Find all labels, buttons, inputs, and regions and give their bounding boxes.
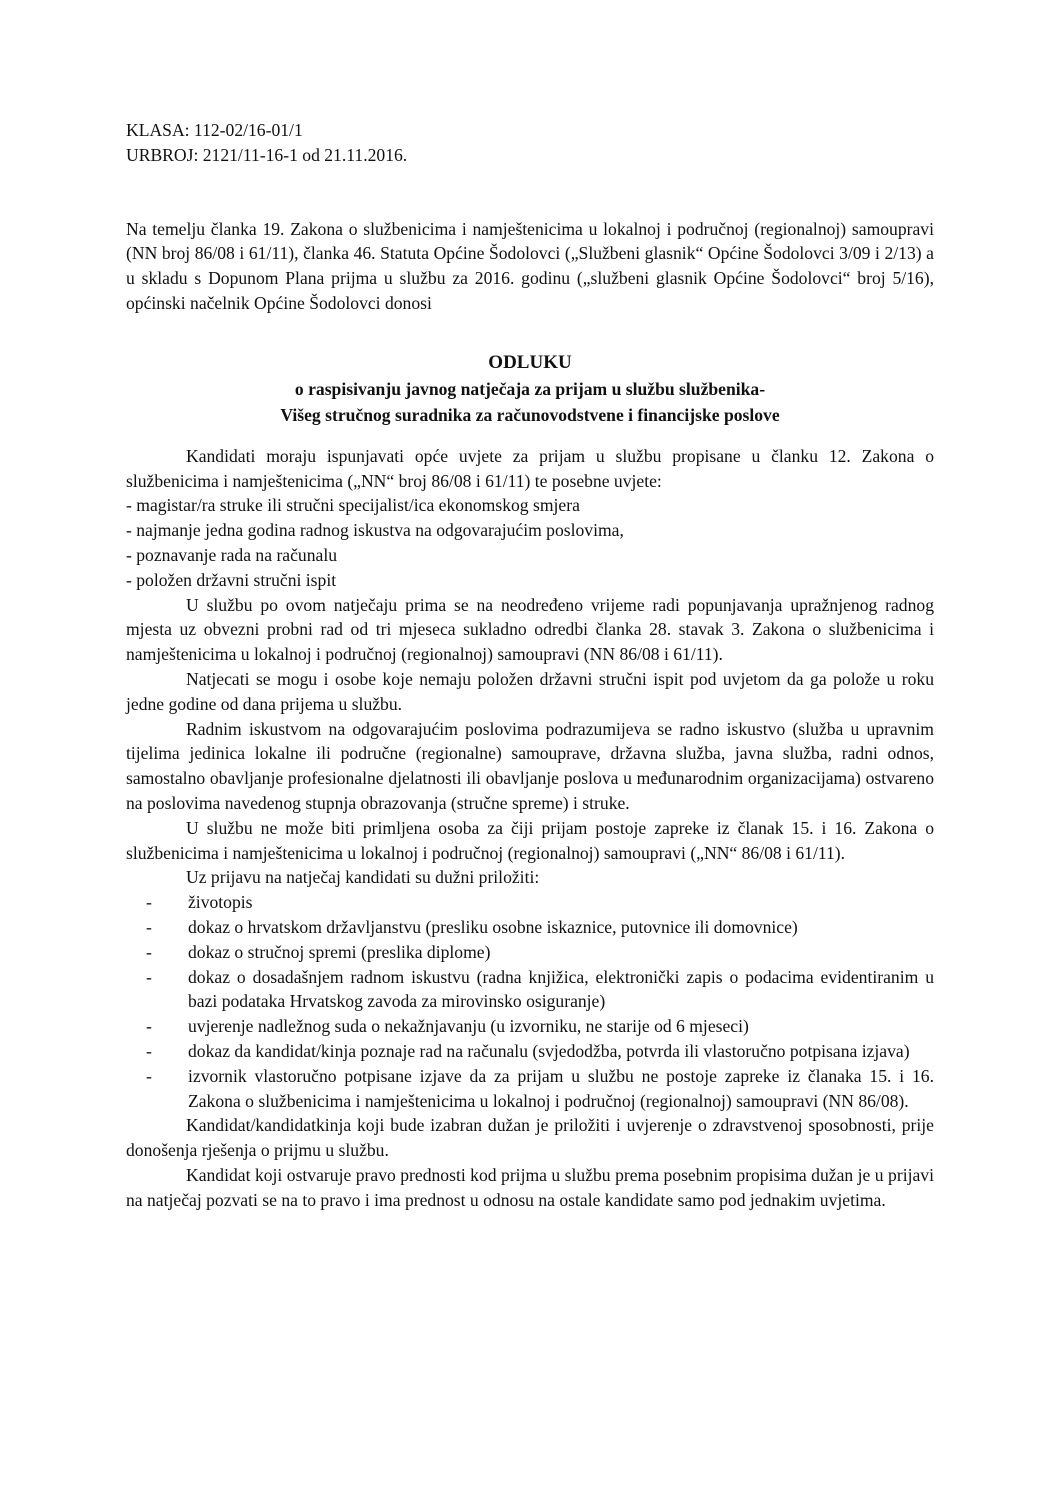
document-item-text: izvornik vlastoručno potpisane izjave da za prijam u službu ne postoje zapreke iz članaka 15. i 16. Zakona o službenicima i namještenicima u lokalnoj i područnoj (regionalnoj) samoupravi (NN 86/08). (188, 1065, 934, 1111)
document-item-text: dokaz da kandidat/kinja poznaje rad na računalu (svjedodžba, potvrda ili vlastoručno potpisana izjava) (188, 1040, 910, 1061)
health-certificate-paragraph: Kandidat/kandidatkinja koji bude izabran dužan je priložiti i uvjerenje o zdravstvenoj sposobnosti, prije donošenja rješenja o prijmu u službu. (126, 1115, 934, 1161)
condition-item: - položen državni stručni ispit (126, 569, 337, 590)
urbroj-line: URBROJ: 2121/11-16-1 od 21.11.2016. (126, 144, 408, 165)
conditions-intro-paragraph: Kandidati moraju ispunjavati opće uvjete za prijam u službu propisane u članku 12. Zakona o službenicima i namještenicima („NN“ broj 86/08 i 61/11) te posebne uvjete: (126, 445, 934, 491)
decision-title: ODLUKU (488, 351, 572, 373)
document-item-text: dokaz o hrvatskom državljanstvu (presliku osobne iskaznice, putovnice ili domovnice) (188, 916, 798, 937)
intro-paragraph: Na temelju članka 19. Zakona o službenicima i namještenicima u lokalnoj i područnoj (regionalnoj) samoupravi (NN broj 86/08 i 61/11), članka 46. Statuta Općine Šodolovci („Službeni glasnik“ Općine Šodolovci 3/09 i 2/13) a u skladu s Dopunom Plana prijma u službu za 2016. godinu („službeni glasnik Općine Šodolovci“ broj 5/16), općinski načelnik Općine Šodolovci donosi (126, 218, 934, 313)
document-item (126, 965, 934, 1015)
decision-body (126, 444, 934, 1213)
document-item (126, 1014, 934, 1039)
document-item (126, 940, 934, 965)
condition-item: - najmanje jedna godina radnog iskustva na odgovarajućim poslovima, (126, 520, 624, 541)
list-dash: - (146, 1016, 152, 1037)
experience-paragraph: Radnim iskustvom na odgovarajućim poslovima podrazumijeva se radno iskustvo (služba u upravnim tijelima jedinica lokalne ili područne (regionalne) samouprave, državna služba, javna služba, radni odnos, samostalno obavljanje profesionalne djelatnosti ili obavljanje poslova u međunarodnim organizacijama) ostvareno na poslovima navedenog stupnja obrazovanja (stručne spreme) i struke. (126, 718, 934, 813)
list-dash: - (146, 966, 152, 987)
condition-item: - magistar/ra struke ili stručni specijalist/ica ekonomskog smjera (126, 495, 580, 516)
document-page (126, 118, 934, 1212)
decision-subtitle-line-1: o raspisivanju javnog natječaja za prijam u službu službenika- (294, 378, 766, 399)
documents-list (126, 890, 934, 1113)
condition-item: - poznavanje rada na računalu (126, 544, 338, 565)
list-dash: - (146, 1040, 152, 1061)
document-item-text: dokaz o dosadašnjem radnom iskustvu (radna knjižica, elektronički zapis o podacima evidentiranim u bazi podataka Hrvatskog zavoda za mirovinsko osiguranje) (188, 966, 934, 1012)
list-dash: - (146, 941, 152, 962)
klasa-line: KLASA: 112-02/16-01/1 (126, 120, 303, 140)
priority-right-paragraph: Kandidat koji ostvaruje pravo prednosti kod prijma u službu prema posebnim propisima dužan je u prijavi na natječaj pozvati se na to pravo i ima prednost u odnosu na ostale kandidate samo pod jednakim uvjetima. (126, 1164, 934, 1210)
document-item (126, 890, 934, 915)
documents-intro-paragraph: Uz prijavu na natječaj kandidati su dužni priložiti: (186, 867, 540, 888)
list-dash: - (146, 1065, 152, 1086)
obstacles-paragraph: U službu ne može biti primljena osoba za čiji prijam postoje zapreke iz članak 15. i 16. Zakona o službenicima i namještenicima u lokalnoj i područnoj (regionalnoj) samoupravi („NN“ 86/08 i 61/11). (126, 817, 934, 863)
probation-paragraph: U službu po ovom natječaju prima se na neodređeno vrijeme radi popunjavanja upražnjenog radnog mjesta uz obvezni probni rad od tri mjeseca sukladno odredbi članka 28. stavak 3. Zakona o službenicima i namještenicima u lokalnoj i područnoj (regionalnoj) samoupravi (NN 86/08 i 61/11). (126, 594, 934, 665)
decision-subtitle-line-2: Višeg stručnog suradnika za računovodstvene i financijske poslove (280, 404, 780, 425)
list-dash: - (146, 916, 152, 937)
document-item-text: životopis (188, 892, 253, 913)
document-item-text: dokaz o stručnoj spremi (preslika diplome) (188, 941, 491, 962)
list-dash: - (146, 892, 152, 913)
document-item (126, 1064, 934, 1114)
document-item (126, 1039, 934, 1064)
document-item (126, 915, 934, 940)
document-item-text: uvjerenje nadležnog suda o nekažnjavanju (u izvorniku, ne starije od 6 mjeseci) (188, 1016, 749, 1037)
exam-paragraph: Natjecati se mogu i osobe koje nemaju položen državni stručni ispit pod uvjetom da ga polože u roku jedne godine od dana prijema u službu. (126, 668, 934, 714)
